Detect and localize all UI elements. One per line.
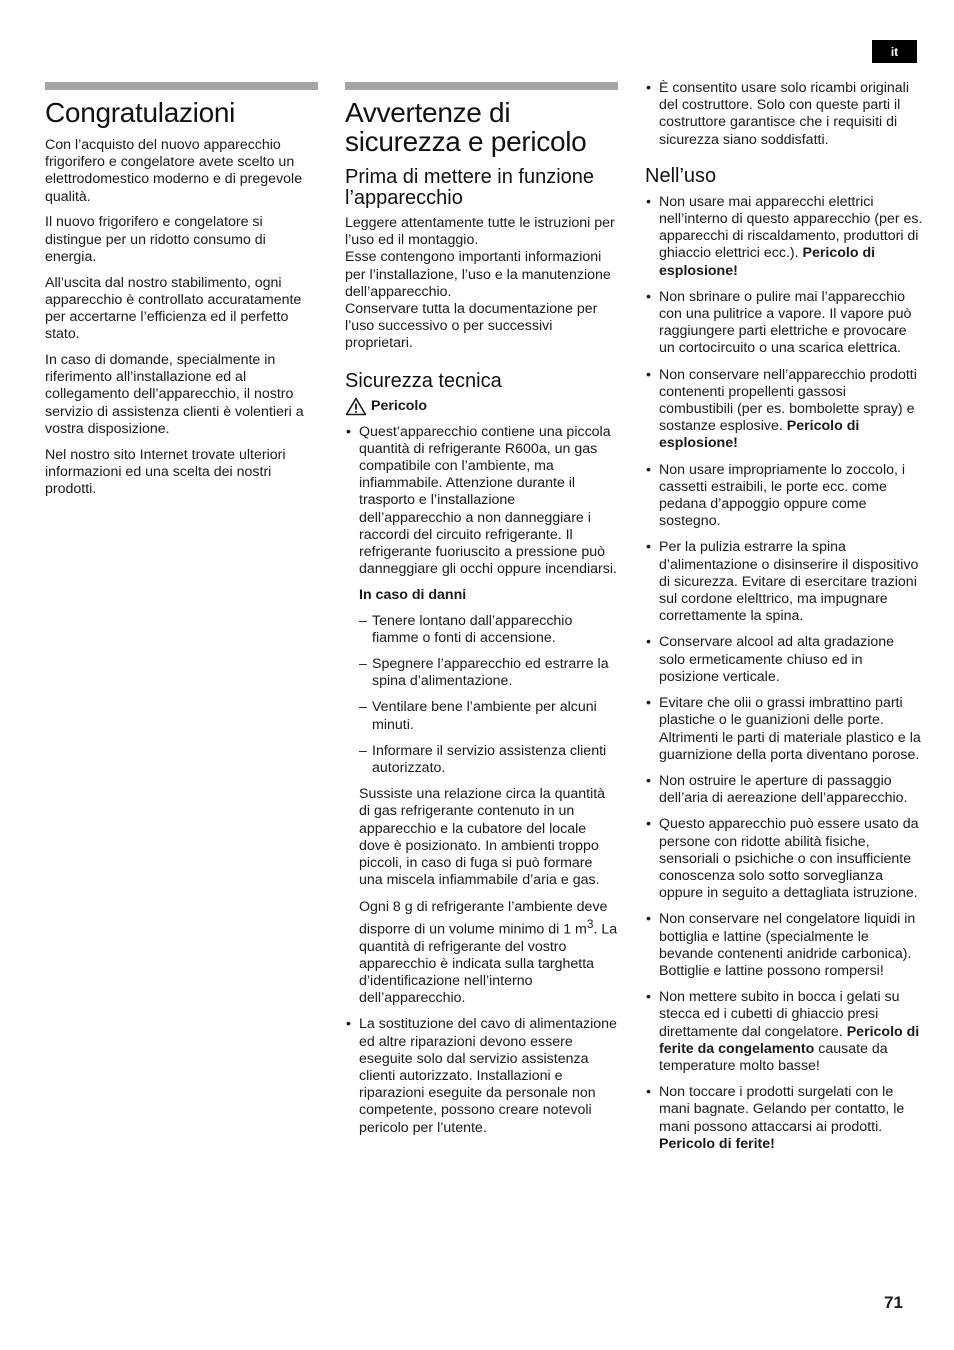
list-item: • È consentito usare solo ricambi originali del costruttore. Solo con queste parti il costruttore garantisce che i requisiti di sicurezza siano soddisfatti.: [645, 80, 923, 149]
paragraph: All’uscita dal nostro stabilimento, ogni apparecchio è controllato accuratamente per accertarne l’efficienza ed il perfetto stato.: [45, 274, 302, 343]
list-item: • Non conservare nel congelatore liquidi in bottiglia e lattine (specialmente le bevande contenenti anidride carbonica). Bottiglie e lattine possono rompersi!: [645, 911, 923, 980]
list-item: • La sostituzione del cavo di alimentazione ed altre riparazioni devono essere eseguite solo dal servizio assistenza clienti autorizzato. Installazioni e riparazioni eseguite da personale non competente, possono creare notevoli pericolo per l’utente.: [345, 1016, 618, 1136]
list-item: • Non ostruire le aperture di passaggio dell’aria di aereazione dell’apparecchio.: [645, 773, 923, 807]
damage-list: [359, 613, 618, 778]
language-badge: it: [872, 40, 917, 63]
paragraph: Con l’acquisto del nuovo apparecchio frigorifero e congelatore avete scelto un elettrodomestico moderno e di pregevole qualità.: [45, 137, 303, 205]
section-rule: [45, 82, 318, 90]
paragraph: Il nuovo frigorifero e congelatore si distingue per un ridotto consumo di energia.: [45, 214, 266, 265]
list-item: – Spegnere l’apparecchio ed estrarre la spina d’alimentazione.: [359, 656, 618, 690]
subsection-title: Prima di mettere in funzione l’apparecchio: [345, 166, 595, 209]
page-number: 71: [884, 1293, 903, 1312]
damage-heading: In caso di danni: [359, 587, 467, 604]
subsection-title: Nell’uso: [645, 164, 717, 187]
paragraph: Conservare tutta la documentazione per l’uso successivo o per successivi proprietari.: [345, 301, 598, 352]
column-usage: [645, 80, 923, 1162]
safety-list: [345, 424, 618, 1137]
list-item: • Non mettere subito in bocca i gelati su stecca ed i cubetti di ghiaccio presi direttamente dal congelatore. Pericolo di ferite da congelamento causate da temperature molto basse!: [645, 989, 923, 1075]
paragraph: Sussiste una relazione circa la quantità di gas refrigerante contenuto in un apparecchio e la cubatore del locale dove è posizionato. In ambienti troppo piccoli, in caso di fuga si può formare una miscela infiammabile d’aria e gas.: [359, 786, 606, 889]
list-item: • Non sbrinare o pulire mai l’apparecchio con una pulitrice a vapore. Il vapore può raggiungere parti elettriche e provocare un cortocircuito o una scarica elettrica.: [645, 289, 923, 358]
list-item: – Tenere lontano dall’apparecchio fiamme o fonti di accensione.: [359, 613, 618, 647]
warning-triangle-icon: [345, 397, 367, 416]
item-text: • Quest’apparecchio contiene una piccola quantità di refrigerante R600a, un gas compatibile con l’ambiente, ma infiammabile. Attenzione durante il trasporto e l’installazione dell’apparecchio a non danneggiare i raccordi del circuito refrigerante. Il refrigerante fuoriuscito a pressione può danneggiare gli occhi oppure incendiarsi.: [359, 423, 617, 578]
section-title: Congratulazioni: [45, 97, 236, 128]
list-item: • Non usare mai apparecchi elettrici nell’interno di questo apparecchio (per es. apparecchi di riscaldamento, produttori di ghiaccio elettrici ecc.). Pericolo di esplosione!: [645, 194, 923, 280]
list-item: • Questo apparecchio può essere usato da persone con ridotte abilità fisiche, sensoriali o psichiche o con insufficiente conoscenza solo sotto sorveglianza oppure in seguito a dettagliata istruzione.: [645, 816, 923, 902]
paragraph: Esse contengono importanti informazioni per l’installazione, l’uso e la manutenzione dell’apparecchio.: [345, 249, 611, 300]
intro-text: [345, 215, 618, 353]
list-item: – Informare il servizio assistenza clienti autorizzato.: [359, 743, 618, 777]
list-item: • Non usare impropriamente lo zoccolo, i cassetti estraibili, le porte ecc. come pedana d’appoggio oppure come sostegno.: [645, 462, 923, 531]
danger-label: [345, 397, 618, 416]
list-item: • Conservare alcool ad alta gradazione solo ermeticamente chiuso ed in posizione verticale.: [645, 634, 923, 686]
column-safety: [345, 82, 618, 1146]
parts-list: [645, 80, 923, 149]
paragraph: In caso di domande, specialmente in riferimento all’installazione ed al collegamento dell’apparecchio, il nostro servizio di assistenza clienti è volentieri a vostra disposizione.: [45, 352, 304, 437]
list-item: • Evitare che olii o grassi imbrattino parti plastiche o le guanizioni delle porte. Altrimenti le parti di materiale plastico e la guarnizione della porta diventano porose.: [645, 695, 923, 764]
usage-list: [645, 194, 923, 1153]
list-item: • Non conservare nell’apparecchio prodotti contenenti propellenti gassosi combustibili (per es. bombolette spray) e sostanze esplosive. Pericolo di esplosione!: [645, 367, 923, 453]
danger-text: Pericolo: [371, 398, 427, 415]
column-congratulations: [45, 82, 318, 507]
list-item: [345, 424, 618, 1008]
list-item: • Per la pulizia estrarre la spina d’alimentazione o disinserire il dispositivo di sicurezza. Evitare di esercitare trazioni sul cordone elelttrico, ma impugnare correttamente la spina.: [645, 539, 923, 625]
paragraph: Nel nostro sito Internet trovate ulteriori informazioni ed una scelta dei nostri prodotti.: [45, 446, 286, 498]
list-item: • Non toccare i prodotti surgelati con le mani bagnate. Gelando per contatto, le mani possono attaccarsi ai prodotti. Pericolo di ferite!: [645, 1084, 923, 1153]
paragraph: Leggere attentamente tutte le istruzioni per l’uso ed il montaggio.: [345, 215, 615, 249]
paragraph: Ogni 8 g di refrigerante l’ambiente deve disporre di un volume minimo di 1 $m^3$. La quantità di refrigerante del vostro apparecchio è indicata sulla targhetta d’identificazione nell’interno dell’apparecchio.: [359, 898, 618, 1007]
section-title: Avvertenze di sicurezza e pericolo: [345, 97, 587, 157]
list-item: – Ventilare bene l’ambiente per alcuni minuti.: [359, 699, 618, 733]
subsection-title: Sicurezza tecnica: [345, 369, 502, 392]
section-rule: [345, 82, 618, 90]
